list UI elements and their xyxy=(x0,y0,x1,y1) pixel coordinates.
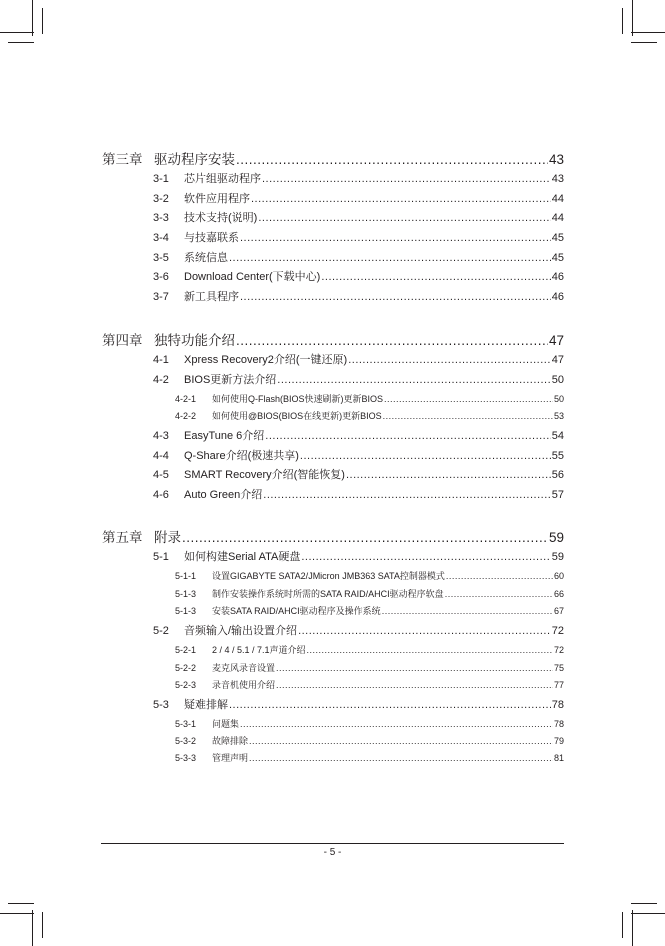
section-number: 3-4 xyxy=(153,232,169,244)
section-number: 4-6 xyxy=(153,489,169,501)
toc-section-3-3[interactable] xyxy=(153,209,564,225)
section-number: 4-3 xyxy=(153,430,169,442)
dot-leader xyxy=(384,394,553,404)
subsection-title: 问题集 xyxy=(212,719,240,729)
crop-mark-top-left-v xyxy=(32,0,33,36)
subsection-title: 如何使用Q-Flash(BIOS快速刷新)更新BIOS xyxy=(212,394,384,404)
page-ref: 67 xyxy=(553,606,564,616)
subsection-title: 安装SATA RAID/AHCI驱动程序及操作系统 xyxy=(212,606,381,616)
page-ref: 77 xyxy=(553,680,564,690)
toc-section-4-5[interactable] xyxy=(153,466,564,482)
page-ref: 50 xyxy=(551,374,564,386)
dot-leader xyxy=(265,430,550,442)
section-number: 3-5 xyxy=(153,252,169,264)
section-title: 疑难排解 xyxy=(184,699,228,711)
section-title: 音频输入/输出设置介绍 xyxy=(184,625,298,637)
dot-leader xyxy=(182,530,548,545)
page-ref: 43 xyxy=(548,152,564,167)
page-ref: 45 xyxy=(551,252,564,264)
toc-section-5-3[interactable] xyxy=(153,696,564,712)
subsection-title: 制作安装操作系统时所需的SATA RAID/AHCI驱动程序软盘 xyxy=(212,589,444,599)
toc-subsection-5-1-3a[interactable] xyxy=(175,587,564,600)
toc-subsection-5-3-2[interactable] xyxy=(175,734,564,747)
section-title: 系统信息 xyxy=(184,252,228,264)
toc-subsection-4-2-1[interactable] xyxy=(175,392,564,405)
page-ref: 47 xyxy=(551,354,564,366)
page-ref: 81 xyxy=(553,753,564,763)
section-number: 3-1 xyxy=(153,173,169,185)
section-number: 3-3 xyxy=(153,212,169,224)
subsection-number: 5-3-2 xyxy=(175,736,197,746)
section-number: 5-1 xyxy=(153,551,169,563)
dot-leader xyxy=(321,271,550,283)
crop-mark-top-right-h2 xyxy=(631,42,657,43)
subsection-number: 5-2-1 xyxy=(175,645,197,655)
toc-section-3-2[interactable] xyxy=(153,190,564,206)
subsection-title: 设置GIGABYTE SATA2/JMicron JMB363 SATA控制器模式 xyxy=(212,571,445,581)
dot-leader xyxy=(258,212,550,224)
page-ref: 55 xyxy=(551,450,564,462)
subsection-title: 管理声明 xyxy=(212,753,249,763)
page-ref: 79 xyxy=(553,736,564,746)
page-ref: 59 xyxy=(551,551,564,563)
chapter-number: 第四章 xyxy=(102,333,143,348)
dot-leader xyxy=(346,469,551,481)
page-ref: 45 xyxy=(551,232,564,244)
subsection-number: 4-2-1 xyxy=(175,394,197,404)
toc-chapter-4[interactable] xyxy=(102,329,564,349)
subsection-title: 麦克风录音设置 xyxy=(212,663,276,673)
toc-section-4-4[interactable] xyxy=(153,447,564,463)
toc-section-3-5[interactable] xyxy=(153,249,564,265)
page-ref: 66 xyxy=(553,589,564,599)
dot-leader xyxy=(236,333,548,348)
toc-section-5-2[interactable] xyxy=(153,622,564,638)
page-ref: 56 xyxy=(551,469,564,481)
dot-leader xyxy=(262,173,551,185)
toc-subsection-5-3-1[interactable] xyxy=(175,717,564,730)
crop-mark-bottom-left-h xyxy=(0,913,34,914)
page-ref: 53 xyxy=(553,411,564,421)
section-number: 4-1 xyxy=(153,354,169,366)
dot-leader xyxy=(240,291,551,303)
section-title: BIOS更新方法介绍 xyxy=(184,374,277,386)
toc-section-3-1[interactable] xyxy=(153,170,564,186)
crop-mark-top-left-h2 xyxy=(8,42,34,43)
subsection-number: 5-2-3 xyxy=(175,680,197,690)
dot-leader xyxy=(249,736,553,746)
section-title: 芯片组驱动程序 xyxy=(184,173,261,185)
section-title: Q-Share介绍(极速共享) xyxy=(184,450,299,462)
toc-section-3-4[interactable] xyxy=(153,229,564,245)
page-ref: 72 xyxy=(551,625,564,637)
subsection-number: 5-3-1 xyxy=(175,719,197,729)
crop-mark-bottom-left-v2 xyxy=(42,912,43,938)
dot-leader xyxy=(240,232,551,244)
toc-subsection-5-2-2[interactable] xyxy=(175,661,564,674)
crop-mark-bottom-right-h2 xyxy=(631,903,657,904)
page-ref: 46 xyxy=(551,291,564,303)
toc-subsection-5-1-3b[interactable] xyxy=(175,604,564,617)
dot-leader xyxy=(301,551,550,563)
section-number: 4-2 xyxy=(153,374,169,386)
section-title: 软件应用程序 xyxy=(184,193,250,205)
chapter-title: 驱动程序安装 xyxy=(154,152,235,167)
dot-leader xyxy=(236,152,548,167)
section-title: 新工具程序 xyxy=(184,291,239,303)
subsection-title: 如何使用@BIOS(BIOS在线更新)更新BIOS xyxy=(212,411,382,421)
dot-leader xyxy=(446,571,553,581)
dot-leader xyxy=(382,606,553,616)
crop-mark-top-left-v2 xyxy=(42,8,43,34)
toc-subsection-5-2-1[interactable] xyxy=(175,643,564,656)
page-ref: 44 xyxy=(551,193,564,205)
section-title: Download Center(下载中心) xyxy=(184,271,321,283)
toc-section-4-6[interactable] xyxy=(153,486,564,502)
subsection-number: 5-1-3 xyxy=(175,589,197,599)
page-ref: 59 xyxy=(548,530,564,545)
page-ref: 57 xyxy=(551,489,564,501)
subsection-title: 故障排除 xyxy=(212,736,249,746)
subsection-number: 5-2-2 xyxy=(175,663,197,673)
section-title: 与技嘉联系 xyxy=(184,232,239,244)
page-ref: 78 xyxy=(553,719,564,729)
page-ref: 78 xyxy=(551,699,564,711)
section-number: 5-3 xyxy=(153,699,169,711)
toc-subsection-5-2-3[interactable] xyxy=(175,678,564,691)
dot-leader xyxy=(307,645,553,655)
toc-subsection-5-3-3[interactable] xyxy=(175,751,564,764)
chapter-number: 第三章 xyxy=(102,152,143,167)
crop-mark-top-right-h xyxy=(631,32,665,33)
dot-leader xyxy=(229,252,551,264)
section-title: EasyTune 6介绍 xyxy=(184,430,265,442)
page-ref: 43 xyxy=(551,173,564,185)
section-title: 如何构建Serial ATA硬盘 xyxy=(184,551,301,563)
toc-subsection-4-2-2[interactable] xyxy=(175,409,564,422)
section-number: 4-5 xyxy=(153,469,169,481)
dot-leader xyxy=(348,354,551,366)
chapter-title: 附录 xyxy=(154,530,181,545)
subsection-title: 2 / 4 / 5.1 / 7.1声道介绍 xyxy=(212,645,306,655)
section-title: 技术支持(说明) xyxy=(184,212,258,224)
dot-leader xyxy=(251,193,551,205)
toc-section-3-7[interactable] xyxy=(153,288,564,304)
toc-section-3-6[interactable] xyxy=(153,268,564,284)
dot-leader xyxy=(263,489,550,501)
page-ref: 47 xyxy=(548,333,564,348)
subsection-number: 5-1-3 xyxy=(175,606,197,616)
crop-mark-top-right-v2 xyxy=(622,8,623,34)
page-ref: 60 xyxy=(553,571,564,581)
toc-chapter-3[interactable] xyxy=(102,148,564,168)
dot-leader xyxy=(276,680,553,690)
section-number: 3-6 xyxy=(153,271,169,283)
toc-section-4-1[interactable] xyxy=(153,351,564,367)
section-title: SMART Recovery介绍(智能恢复) xyxy=(184,469,345,481)
crop-mark-bottom-left-h2 xyxy=(8,903,34,904)
crop-mark-bottom-right-v2 xyxy=(622,912,623,938)
dot-leader xyxy=(383,411,553,421)
chapter-number: 第五章 xyxy=(102,530,143,545)
toc-section-5-1[interactable] xyxy=(153,548,564,564)
toc-section-4-2[interactable] xyxy=(153,371,564,387)
subsection-number: 4-2-2 xyxy=(175,411,197,421)
page-ref: 46 xyxy=(551,271,564,283)
section-number: 4-4 xyxy=(153,450,169,462)
dot-leader xyxy=(298,625,551,637)
page-ref: 72 xyxy=(553,645,564,655)
page-number: - 5 - xyxy=(323,847,342,858)
dot-leader xyxy=(276,663,553,673)
dot-leader xyxy=(300,450,551,462)
dot-leader xyxy=(229,699,551,711)
subsection-number: 5-1-1 xyxy=(175,571,197,581)
dot-leader xyxy=(240,719,553,729)
page-ref: 50 xyxy=(553,394,564,404)
crop-mark-bottom-right-h xyxy=(631,913,665,914)
page-ref: 44 xyxy=(551,212,564,224)
footer-divider xyxy=(101,843,564,844)
page-ref: 54 xyxy=(551,430,564,442)
crop-mark-bottom-left-v xyxy=(32,910,33,946)
section-title: Auto Green介绍 xyxy=(184,489,263,501)
chapter-title: 独特功能介绍 xyxy=(154,333,235,348)
section-title: Xpress Recovery2介绍(一键还原) xyxy=(184,354,348,366)
dot-leader xyxy=(249,753,553,763)
page-ref: 75 xyxy=(553,663,564,673)
toc-chapter-5[interactable] xyxy=(102,526,564,546)
dot-leader xyxy=(445,589,553,599)
crop-mark-bottom-right-v xyxy=(632,910,633,946)
section-number: 3-7 xyxy=(153,291,169,303)
subsection-number: 5-3-3 xyxy=(175,753,197,763)
toc-subsection-5-1-1[interactable] xyxy=(175,569,564,582)
section-number: 3-2 xyxy=(153,193,169,205)
crop-mark-top-right-v xyxy=(632,0,633,36)
section-number: 5-2 xyxy=(153,625,169,637)
dot-leader xyxy=(277,374,550,386)
crop-mark-top-left-h xyxy=(0,32,34,33)
subsection-title: 录音机使用介绍 xyxy=(212,680,276,690)
toc-section-4-3[interactable] xyxy=(153,427,564,443)
